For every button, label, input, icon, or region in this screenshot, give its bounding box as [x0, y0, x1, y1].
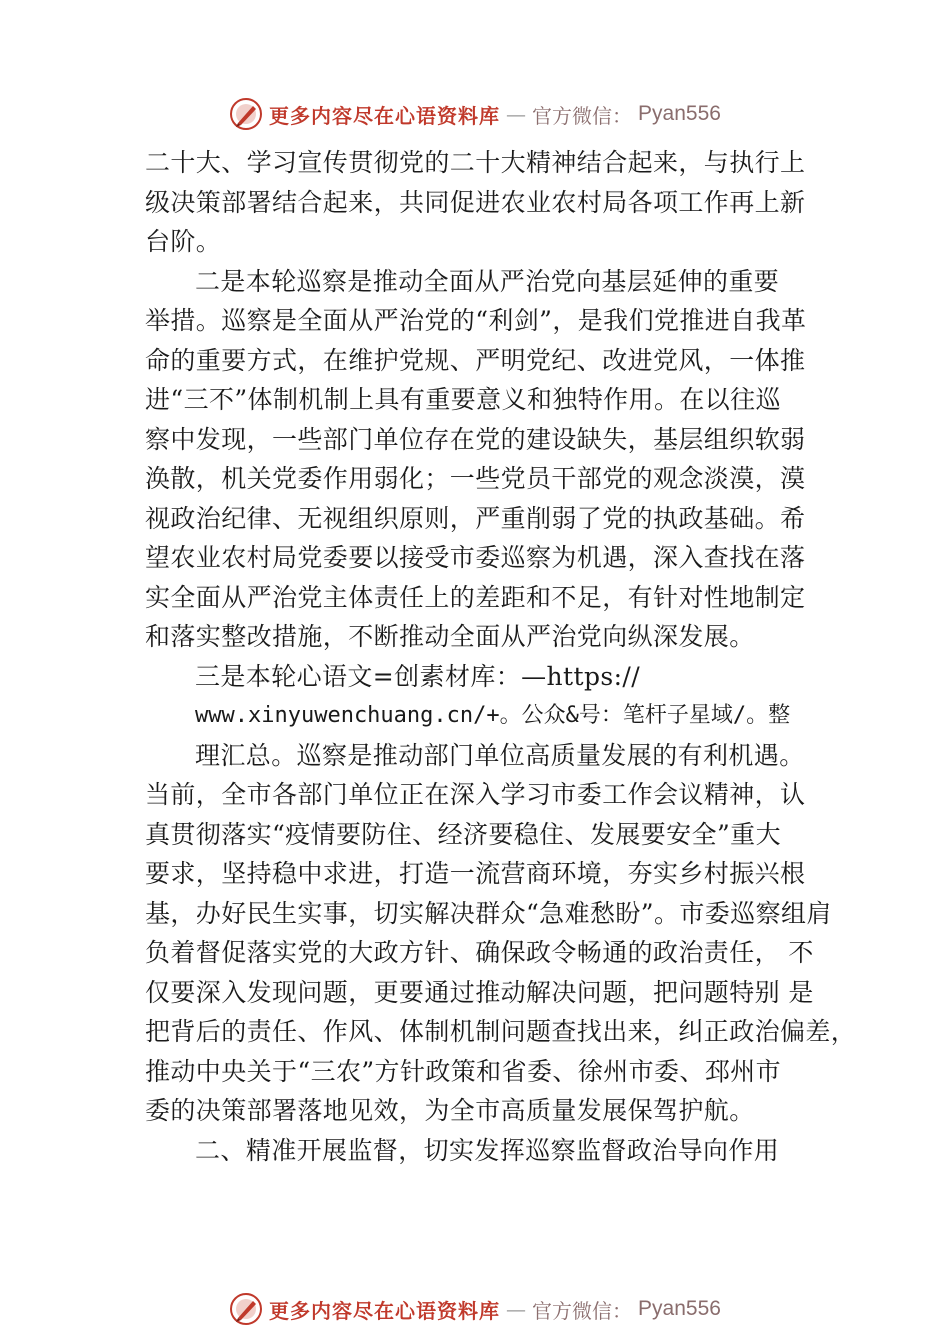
header-banner [0, 94, 950, 134]
body-line: 命的重要方式，在维护党规、严明党纪、改进党风，一体推 [145, 345, 806, 375]
body-line: 理汇总。巡察是推动部门单位高质量发展的有利机遇。 [195, 740, 805, 770]
section-heading: 二、精准开展监督，切实发挥巡察监督政治导向作用 [195, 1135, 780, 1165]
body-line: 二是本轮巡察是推动全面从严治党向基层延伸的重要 [195, 266, 780, 296]
header-separator: — [506, 102, 527, 126]
body-line: 级决策部署结合起来，共同促进农业农村局各项工作再上新 [145, 187, 806, 217]
footer-banner [0, 1289, 950, 1329]
body-line: 基，办好民生实事，切实解决群众“急难愁盼”。市委巡察组肩 [145, 898, 832, 928]
footer-brand-text: 更多内容尽在心语资料库 [269, 1298, 501, 1323]
body-line: 真贯彻落实“疫情要防住、经济要稳住、发展要安全”重大 [145, 819, 781, 849]
body-line: 当前，全市各部门单位正在深入学习市委工作会议精神，认 [145, 780, 806, 809]
body-line: 涣散，机关党委作用弱化；一些党员干部党的观念淡漠，漠 [145, 464, 806, 493]
footer-wechat-label: 官方微信： [532, 1298, 633, 1323]
footer-wechat-id: Pyan556 [638, 1297, 721, 1320]
header-wechat-id: Pyan556 [638, 102, 721, 125]
body-line: 进“三不”体制机制上具有重要意义和独特作用。在以往巡 [145, 385, 781, 414]
body-line: 和落实整改措施，不断推动全面从严治党向纵深发展。 [145, 622, 755, 651]
body-line: 负着督促落实党的大政方针、确保政令畅通的政治责任， 不 [145, 938, 814, 967]
body-line: 察中发现，一些部门单位存在党的建设缺失，基层组织软弱 [145, 424, 806, 454]
body-line-url: www.xinyuwenchuang.cn/+。公众&号：笔杆子星域/。整 [195, 703, 791, 728]
body-line: 推动中央关于“三农”方针政策和省委、徐州市委、邳州市 [145, 1056, 781, 1086]
document-body [145, 143, 857, 1170]
body-line: 望农业农村局党委要以接受市委巡察为机遇，深入查找在落 [145, 543, 806, 572]
pen-seal-logo-icon [229, 97, 263, 131]
body-line: 仅要深入发现问题，更要通过推动解决问题，把问题特别 是 [145, 977, 814, 1007]
footer-separator: — [506, 1297, 527, 1321]
body-line: 三是本轮心语文=创素材库：—https:// [195, 661, 641, 691]
body-line: 举措。巡察是全面从严治党的“利剑”，是我们党推进自我革 [145, 306, 807, 335]
body-line: 把背后的责任、作风、体制机制问题查找出来，纠正政治偏差， [145, 1017, 857, 1046]
body-line: 要求，坚持稳中求进，打造一流营商环境，夯实乡村振兴根 [145, 859, 806, 888]
pen-seal-logo-icon [229, 1292, 263, 1326]
header-wechat-label: 官方微信： [532, 103, 633, 128]
body-line: 二十大、学习宣传贯彻党的二十大精神结合起来，与执行上 [145, 148, 806, 177]
header-brand-text: 更多内容尽在心语资料库 [269, 103, 501, 128]
body-line: 视政治纪律、无视组织原则，严重削弱了党的执政基础。希 [145, 503, 806, 533]
body-line: 实全面从严治党主体责任上的差距和不足，有针对性地制定 [145, 582, 806, 612]
body-line: 台阶。 [145, 227, 222, 256]
body-line: 委的决策部署落地见效，为全市高质量发展保驾护航。 [145, 1096, 755, 1125]
